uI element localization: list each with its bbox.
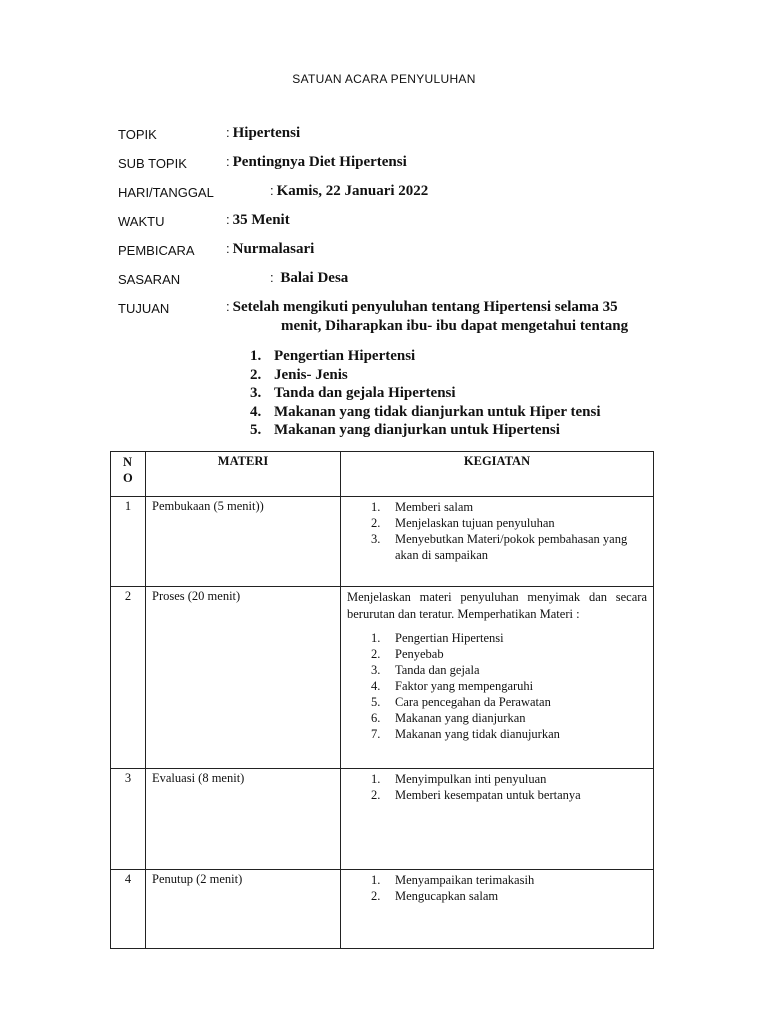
tujuan-line-1: : Setelah mengikuti penyuluhan tentang Hipertensi selama 35: [226, 299, 618, 315]
tujuan-label: TUJUAN: [118, 301, 170, 316]
row-number: 3: [111, 769, 146, 870]
list-item: 3. Tanda dan gejala: [371, 663, 480, 677]
topik-value: : Hipertensi: [226, 125, 301, 141]
table-header-row: [111, 452, 654, 497]
sub-topik-text: Pentingnya Diet Hipertensi: [232, 154, 407, 170]
goal-item: 1. Pengertian Hipertensi: [250, 348, 416, 364]
list-item: 2. Memberi kesempatan untuk bertanya: [371, 788, 581, 802]
table-row: [111, 870, 654, 949]
row-kegiatan: [341, 870, 654, 949]
row-kegiatan: [341, 497, 654, 587]
topik-text: Hipertensi: [232, 125, 301, 141]
waktu-text: 35 Menit: [232, 212, 290, 228]
hari-tanggal-label: HARI/TANGGAL: [118, 185, 214, 200]
header-kegiatan: KEGIATAN: [341, 452, 654, 497]
waktu-label: WAKTU: [118, 214, 165, 229]
row-materi: Penutup (2 menit): [146, 870, 341, 949]
sasaran-text: Balai Desa: [280, 270, 349, 286]
row-number: 1: [111, 497, 146, 587]
goal-item: 3. Tanda dan gejala Hipertensi: [250, 385, 456, 401]
document-title: SATUAN ACARA PENYULUHAN: [292, 72, 476, 86]
row-number: 4: [111, 870, 146, 949]
tujuan-line-1-text: Setelah mengikuti penyuluhan tentang Hipertensi selama 35: [232, 299, 618, 315]
list-item: 6. Makanan yang dianjurkan: [371, 711, 526, 725]
list-item: 7. Makanan yang tidak dianujurkan: [371, 727, 560, 741]
row-materi: Proses (20 menit): [146, 587, 341, 769]
list-item: 2. Penyebab: [371, 647, 444, 661]
sub-topik-label: SUB TOPIK: [118, 156, 187, 171]
hari-tanggal-value: : Kamis, 22 Januari 2022: [270, 183, 429, 199]
list-item: 4. Faktor yang mempengaruhi: [371, 679, 534, 693]
sub-topik-value: : Pentingnya Diet Hipertensi: [226, 154, 407, 170]
kegiatan-list: [347, 630, 647, 742]
goal-item: 4. Makanan yang tidak dianjurkan untuk Hiper tensi: [250, 403, 601, 420]
kegiatan-list: [347, 771, 647, 803]
header-materi: MATERI: [146, 452, 341, 497]
row-number: 2: [111, 587, 146, 769]
kegiatan-list: [347, 499, 647, 563]
row-materi: Evaluasi (8 menit): [146, 769, 341, 870]
activity-table: [110, 451, 654, 949]
waktu-value: : 35 Menit: [226, 212, 290, 228]
header-no: N O: [111, 452, 146, 497]
table-row: [111, 497, 654, 587]
tujuan-line-2: menit, Diharapkan ibu- ibu dapat mengetahui tentang: [281, 318, 629, 334]
list-item: 2. Mengucapkan salam: [371, 889, 499, 903]
goals-list: [250, 347, 601, 440]
sasaran-label: SASARAN: [118, 272, 181, 287]
list-item: 1. Menyimpulkan inti penyuluan: [371, 772, 547, 786]
topik-label: TOPIK: [118, 127, 157, 142]
row-materi: Pembukaan (5 menit)): [146, 497, 341, 587]
goal-item: 2. Jenis- Jenis: [250, 366, 348, 383]
pembicara-label: PEMBICARA: [118, 243, 195, 258]
hari-tanggal-text: Kamis, 22 Januari 2022: [276, 183, 429, 199]
table-row: [111, 587, 654, 769]
table-row: [111, 769, 654, 870]
list-item: 3. Menyebutkan Materi/pokok pembahasan yang akan di sampaikan: [371, 532, 628, 562]
row-kegiatan: [341, 769, 654, 870]
goal-item: 5. Makanan yang dianjurkan untuk Hipertensi: [250, 422, 560, 438]
list-item: 2. Menjelaskan tujuan penyuluhan: [371, 516, 555, 530]
kegiatan-intro: Menjelaskan materi penyuluhan menyimak dan secara berurutan dan teratur. Memperhatikan Materi :: [347, 590, 647, 621]
sasaran-value: : Balai Desa: [270, 270, 349, 286]
list-item: 5. Cara pencegahan da Perawatan: [371, 695, 551, 709]
row-kegiatan: [341, 587, 654, 769]
list-item: 1. Menyampaikan terimakasih: [371, 873, 535, 887]
kegiatan-list: [347, 872, 647, 904]
pembicara-value: : Nurmalasari: [226, 241, 315, 257]
pembicara-text: Nurmalasari: [232, 241, 315, 257]
list-item: 1. Memberi salam: [371, 500, 474, 514]
list-item: 1. Pengertian Hipertensi: [371, 631, 504, 645]
